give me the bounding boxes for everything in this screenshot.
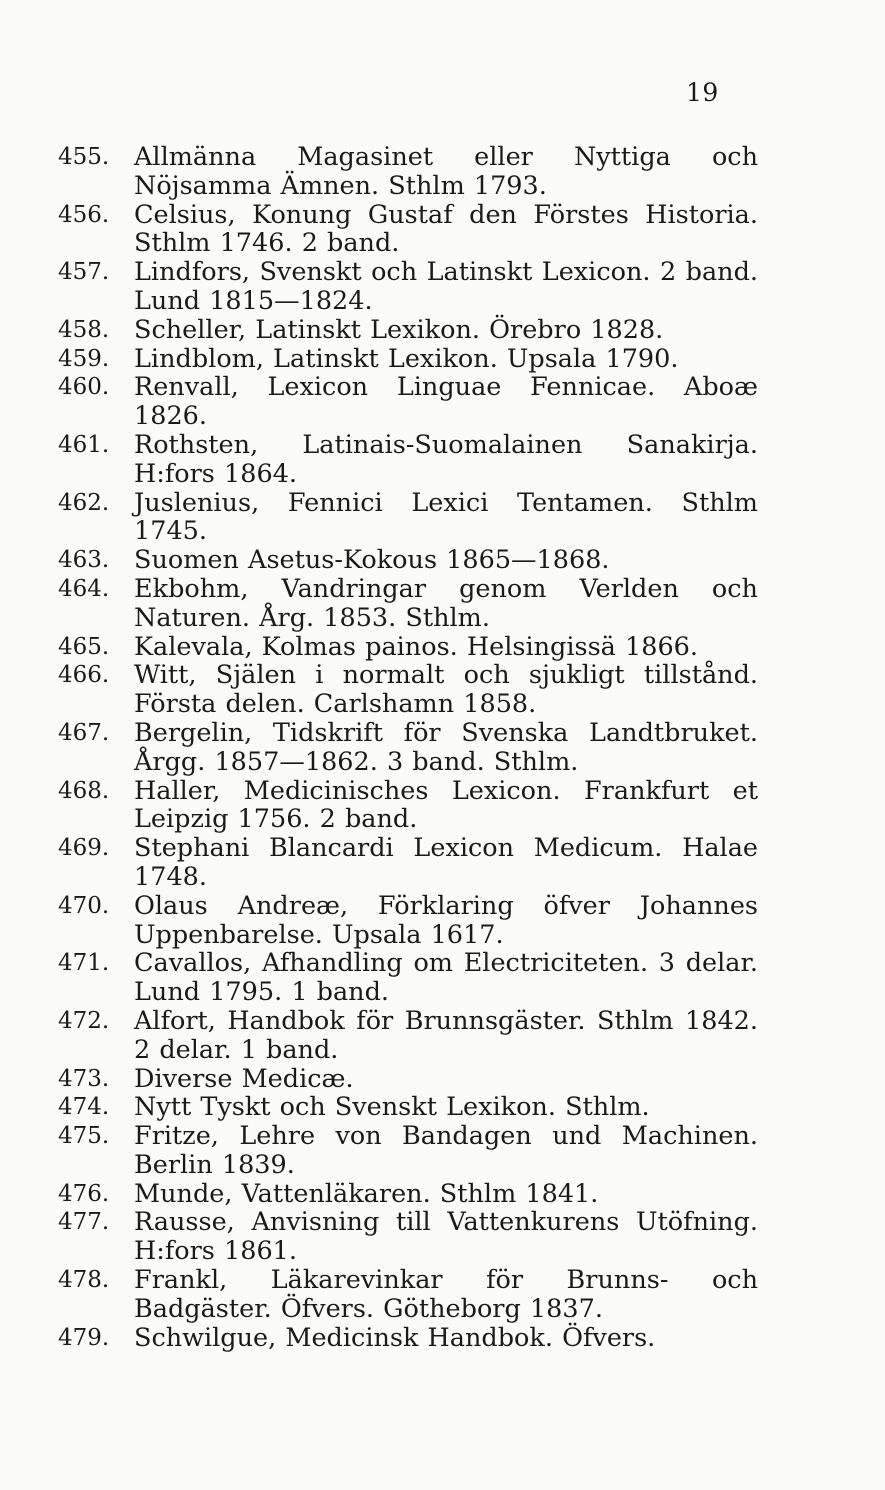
catalog-entry bbox=[58, 949, 758, 1007]
catalog-entry bbox=[58, 1180, 758, 1209]
entry-text: Rausse, Anvisning till Vattenkurens Utöfning. H:fors 1861. bbox=[134, 1207, 758, 1267]
catalog-entry bbox=[58, 575, 758, 633]
catalog-entry bbox=[58, 546, 758, 575]
entry-text: Nytt Tyskt och Svenskt Lexikon. Sthlm. bbox=[134, 1092, 650, 1123]
entry-number: 465. bbox=[58, 633, 110, 660]
entry-number: 479. bbox=[58, 1324, 110, 1351]
entry-number: 469. bbox=[58, 835, 110, 862]
catalog-entry bbox=[58, 892, 758, 950]
entry-number: 473. bbox=[58, 1065, 110, 1092]
entry-number: 464. bbox=[58, 575, 110, 602]
entry-text: Rothsten, Latinais-Suomalainen Sanakirja. H:fors 1864. bbox=[134, 429, 758, 489]
entry-number: 466. bbox=[58, 662, 110, 689]
catalog-entry bbox=[58, 834, 758, 892]
catalog-entry bbox=[58, 1065, 758, 1094]
entry-number: 467. bbox=[58, 719, 110, 746]
entry-text: Cavallos, Afhandling om Electriciteten. 3 delar. Lund 1795. 1 band. bbox=[134, 948, 758, 1008]
entry-number: 456. bbox=[58, 201, 110, 228]
entry-text: Scheller, Latinskt Lexikon. Örebro 1828. bbox=[134, 314, 664, 345]
catalog-entry bbox=[58, 489, 758, 547]
entry-text: Fritze, Lehre von Bandagen und Machinen. Berlin 1839. bbox=[134, 1121, 758, 1180]
catalog-entry bbox=[58, 373, 758, 431]
catalog-entry bbox=[58, 1093, 758, 1122]
catalog-entry-list bbox=[58, 143, 758, 1352]
entry-number: 477. bbox=[58, 1209, 110, 1236]
entry-text: Renvall, Lexicon Linguae Fennicae. Aboæ 1826. bbox=[134, 372, 758, 432]
entry-text: Haller, Medicinisches Lexicon. Frankfurt et Leipzig 1756. 2 band. bbox=[134, 775, 758, 835]
entry-number: 468. bbox=[58, 777, 110, 804]
entry-number: 458. bbox=[58, 316, 110, 343]
entry-text: Kalevala, Kolmas painos. Helsingissä 1866. bbox=[134, 631, 698, 662]
catalog-entry bbox=[58, 1208, 758, 1266]
entry-number: 462. bbox=[58, 489, 110, 516]
entry-text: Stephani Blancardi Lexicon Medicum. Halae 1748. bbox=[134, 833, 758, 892]
entry-number: 461. bbox=[58, 431, 110, 458]
entry-text: Witt, Själen i normalt och sjukligt tillstånd. Första delen. Carlshamn 1858. bbox=[134, 660, 758, 720]
catalog-entry bbox=[58, 1266, 758, 1324]
catalog-entry bbox=[58, 1324, 758, 1353]
catalog-entry bbox=[58, 661, 758, 719]
catalog-entry bbox=[58, 1122, 758, 1180]
catalog-entry bbox=[58, 777, 758, 835]
catalog-entry bbox=[58, 1007, 758, 1065]
entry-text: Lindblom, Latinskt Lexikon. Upsala 1790. bbox=[134, 343, 679, 374]
entry-text: Celsius, Konung Gustaf den Förstes Historia. Sthlm 1746. 2 band. bbox=[134, 199, 758, 259]
entry-number: 474. bbox=[58, 1094, 110, 1121]
entry-text: Bergelin, Tidskrift för Svenska Landtbruket. Årgg. 1857—1862. 3 band. Sthlm. bbox=[134, 717, 758, 777]
entry-text: Olaus Andreæ, Förklaring öfver Johannes Uppenbarelse. Upsala 1617. bbox=[134, 890, 758, 950]
entry-number: 478. bbox=[58, 1267, 110, 1294]
entry-number: 475. bbox=[58, 1123, 110, 1150]
entry-number: 455. bbox=[58, 144, 110, 170]
entry-text: Juslenius, Fennici Lexici Tentamen. Sthlm 1745. bbox=[134, 487, 758, 547]
entry-text: Diverse Medicæ. bbox=[134, 1063, 354, 1094]
entry-text: Alfort, Handbok för Brunnsgäster. Sthlm 1842. 2 delar. 1 band. bbox=[134, 1005, 758, 1065]
catalog-entry bbox=[58, 143, 758, 201]
catalog-entry bbox=[58, 633, 758, 662]
catalog-entry bbox=[58, 431, 758, 489]
entry-number: 457. bbox=[58, 259, 110, 286]
entry-number: 471. bbox=[58, 950, 110, 977]
entry-text: Munde, Vattenläkaren. Sthlm 1841. bbox=[134, 1178, 599, 1209]
catalog-entry bbox=[58, 345, 758, 374]
entry-text: Ekbohm, Vandringar genom Verlden och Naturen. Årg. 1853. Sthlm. bbox=[134, 573, 758, 633]
entry-text: Schwilgue, Medicinsk Handbok. Öfvers. bbox=[134, 1322, 656, 1353]
entry-text: Suomen Asetus-Kokous 1865—1868. bbox=[134, 545, 610, 576]
entry-number: 463. bbox=[58, 547, 110, 574]
entry-number: 460. bbox=[58, 374, 110, 401]
entry-text: Allmänna Magasinet eller Nyttiga och Nöjsamma Ämnen. Sthlm 1793. bbox=[134, 142, 758, 201]
catalog-entry bbox=[58, 201, 758, 259]
catalog-entry bbox=[58, 719, 758, 777]
entry-number: 470. bbox=[58, 892, 110, 919]
page-number: 19 bbox=[686, 78, 719, 107]
entry-text: Lindfors, Svenskt och Latinskt Lexicon. 2 band. Lund 1815—1824. bbox=[134, 257, 758, 316]
entry-number: 459. bbox=[58, 345, 110, 372]
entry-number: 472. bbox=[58, 1007, 110, 1034]
catalog-entry bbox=[58, 316, 758, 345]
catalog-entry bbox=[58, 258, 758, 316]
entry-number: 476. bbox=[58, 1180, 110, 1207]
entry-text: Frankl, Läkarevinkar för Brunns- och Badgäster. Öfvers. Götheborg 1837. bbox=[134, 1265, 758, 1324]
